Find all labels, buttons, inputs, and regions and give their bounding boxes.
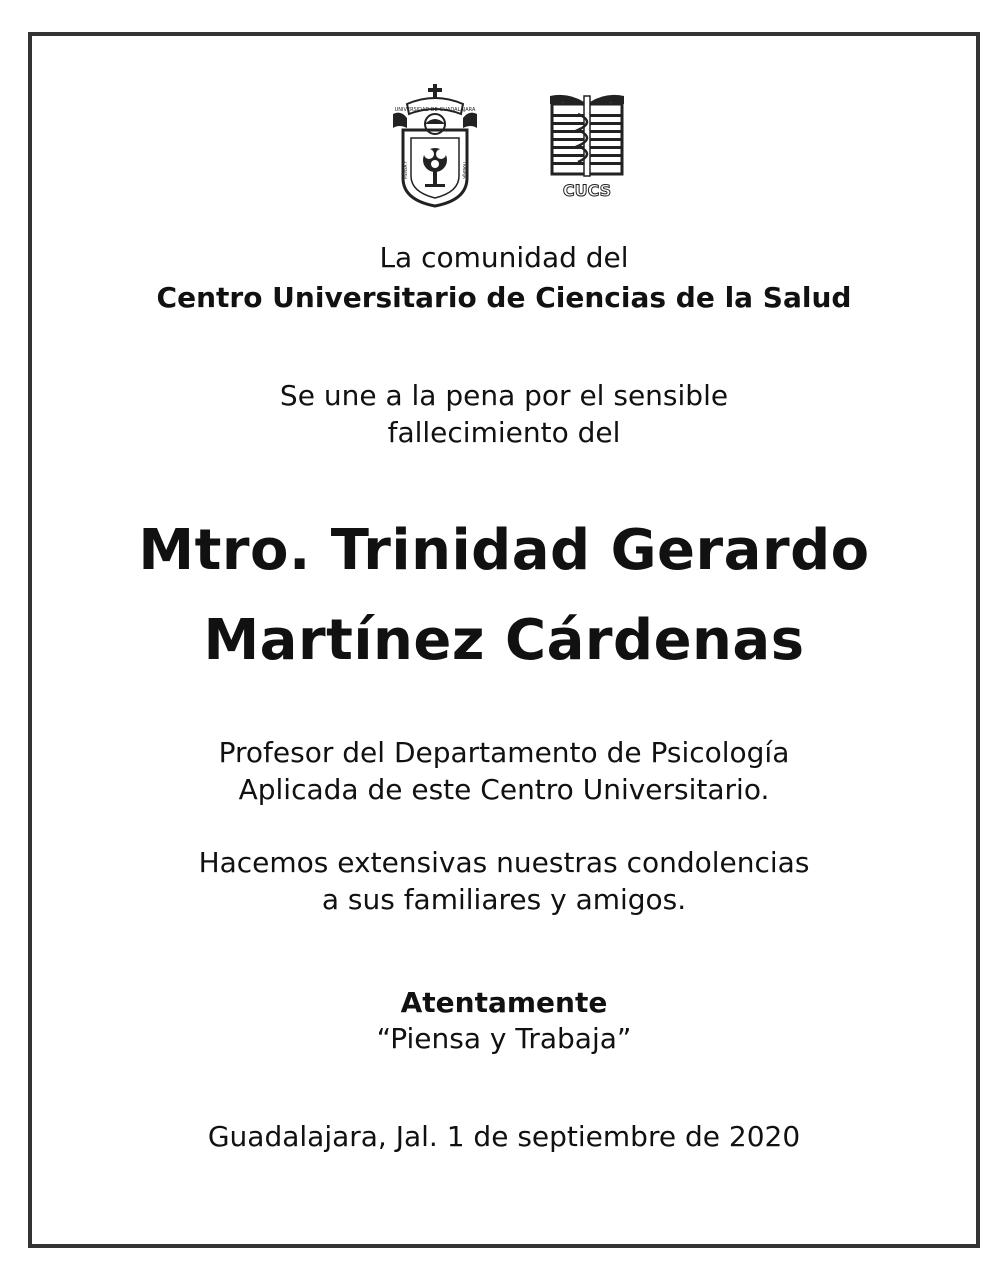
deceased-name-line-1: Mtro. Trinidad Gerardo (138, 518, 870, 583)
extend-line-2: a sus familiares y amigos. (321, 883, 687, 916)
place-date-line: Guadalajara, Jal. 1 de septiembre de 2020 (207, 1120, 801, 1153)
closing-line: Atentamente (400, 986, 608, 1019)
motto-line: “Piensa y Trabaja” (376, 1022, 632, 1055)
condolence-line-2: fallecimiento del (387, 416, 621, 449)
udg-seal-icon (389, 84, 481, 208)
role-line-2: Aplicada de este Centro Universitario. (238, 773, 770, 806)
intro-line-2: Centro Universitario de Ciencias de la Salud (156, 281, 852, 314)
cucs-label: CUCS (562, 181, 612, 200)
extend-line-1: Hacemos extensivas nuestras condolencias (198, 846, 810, 879)
logos-row (32, 84, 976, 214)
udg-motto-left: PIENSA Y (403, 160, 408, 180)
deceased-name-line-2: Martínez Cárdenas (203, 608, 805, 673)
condolence-line-1: Se une a la pena por el sensible (279, 379, 729, 412)
cucs-caduceus-icon (548, 90, 626, 202)
udg-seal-text: UNIVERSIDAD DE GUADALAJARA (394, 107, 476, 113)
intro-line-1: La comunidad del (379, 241, 629, 274)
udg-motto-right: TRABAJA (462, 161, 467, 179)
role-line-1: Profesor del Departamento de Psicología (218, 736, 790, 769)
notice-frame (28, 32, 980, 1248)
